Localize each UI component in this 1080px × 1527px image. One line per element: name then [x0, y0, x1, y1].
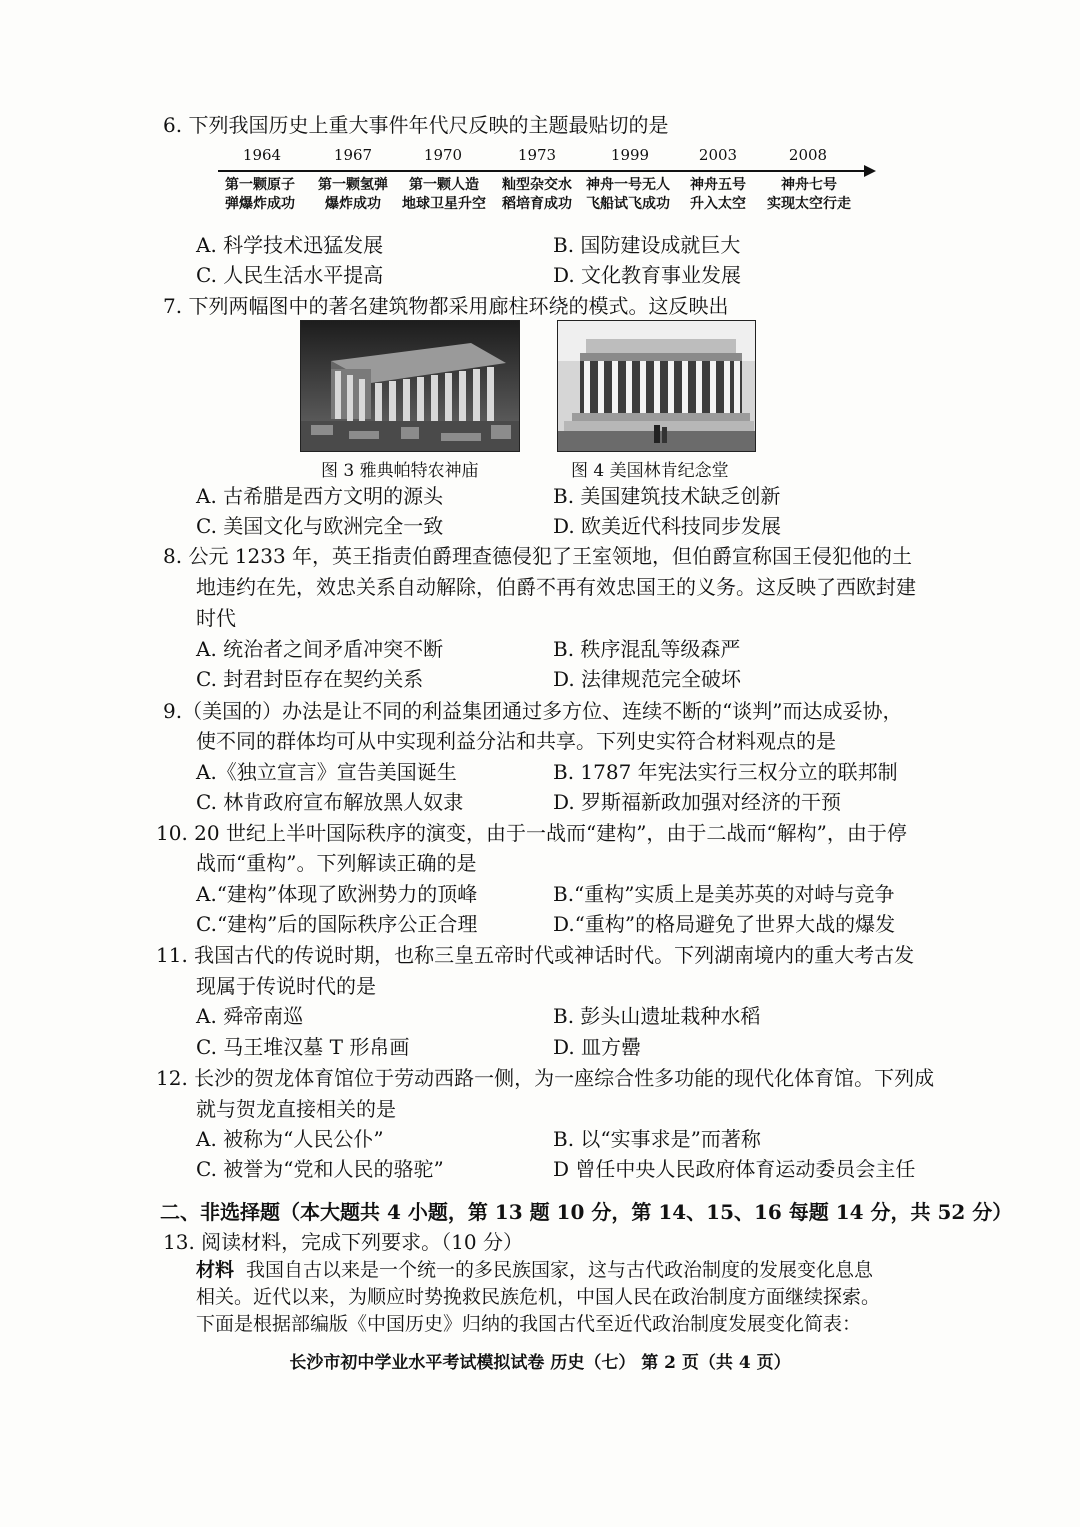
timeline-year: 2003 [698, 146, 738, 164]
q13-material-line [196, 1257, 873, 1283]
timeline-year: 1964 [242, 146, 282, 164]
timeline-event-line: 第一颗原子 [225, 177, 295, 193]
timeline-event-line: 爆炸成功 [325, 196, 381, 212]
option-c: C. 被誉为“党和人民的骆驼” [196, 1157, 444, 1181]
q11-stem-cont: 现属于传说时代的是 [196, 974, 376, 998]
option-a: A. 被称为“人民公仆” [196, 1127, 384, 1151]
timeline-event [761, 176, 857, 214]
q11-stem: 11. 我国古代的传说时期，也称三皇五帝时代或神话时代。下列湖南境内的重大考古发 [156, 943, 915, 967]
option-d: D. 法律规范完全破坏 [553, 667, 742, 691]
q12-stem-cont: 就与贺龙直接相关的是 [196, 1097, 396, 1121]
timeline-event-line: 稻培育成功 [502, 196, 572, 212]
fig3-caption: 图 3 雅典帕特农神庙 [321, 461, 479, 481]
option-d: D. 欧美近代科技同步发展 [553, 514, 782, 538]
option-d: D 曾任中央人民政府体育运动委员会主任 [553, 1157, 916, 1181]
option-a: A. 科学技术迅猛发展 [196, 233, 384, 257]
option-b: B. 1787 年宪法实行三权分立的联邦制 [553, 760, 898, 784]
q9-stem: 9.（美国的）办法是让不同的利益集团通过多方位、连续不断的“谈判”而达成妥协， [163, 699, 903, 723]
timeline-event [212, 176, 308, 214]
option-d: D. 皿方罍 [553, 1035, 642, 1059]
timeline-event-line: 弹爆炸成功 [225, 196, 295, 212]
timeline-event-line: 实现太空行走 [767, 196, 851, 212]
timeline-event [580, 176, 676, 214]
timeline-arrow [864, 165, 876, 177]
page-footer: 长沙市初中学业水平考试模拟试卷 历史（七） 第 2 页（共 4 页） [289, 1353, 791, 1373]
timeline-axis [218, 170, 868, 172]
option-b: B. 秩序混乱等级森严 [553, 637, 741, 661]
option-b: B. 国防建设成就巨大 [553, 233, 741, 257]
timeline-event-line: 地球卫星升空 [402, 196, 486, 212]
timeline-event [489, 176, 585, 214]
q13-material-line: 相关。近代以来，为顺应时势挽救民族危机，中国人民在政治制度方面继续探索。 [196, 1286, 881, 1308]
option-b: B. 以“实事求是”而著称 [553, 1127, 761, 1151]
option-c: C. 封君封臣存在契约关系 [196, 667, 424, 691]
option-c: C. 人民生活水平提高 [196, 263, 384, 287]
option-c: C. 马王堆汉墓 T 形帛画 [196, 1035, 410, 1059]
option-a: A. 舜帝南巡 [196, 1004, 304, 1028]
option-d: D.“重构”的格局避免了世界大战的爆发 [553, 912, 896, 936]
timeline-event-line: 飞船试飞成功 [586, 196, 670, 212]
timeline-event [396, 176, 492, 214]
timeline-year: 1967 [333, 146, 373, 164]
q8-stem-cont: 地违约在先，效忠关系自动解除，伯爵不再有效忠国王的义务。这反映了西欧封建 [196, 575, 916, 599]
q6-stem: 6. 下列我国历史上重大事件年代尺反映的主题最贴切的是 [163, 113, 669, 137]
q6-timeline [218, 142, 870, 222]
material-label: 材料 [196, 1259, 235, 1281]
section-heading: 二、非选择题（本大题共 4 小题，第 13 题 10 分，第 14、15、16 每题 14 分，共 52 分） [160, 1200, 1013, 1224]
q7-stem: 7. 下列两幅图中的著名建筑物都采用廊柱环绕的模式。这反映出 [163, 294, 729, 318]
timeline-year: 2008 [788, 146, 828, 164]
lincoln-memorial-photo [557, 320, 756, 452]
q8-stem-cont: 时代 [196, 606, 236, 630]
q9-stem-cont: 使不同的群体均可从中实现利益分沾和共享。下列史实符合材料观点的是 [196, 729, 836, 753]
timeline-year: 1999 [610, 146, 650, 164]
q10-stem: 10. 20 世纪上半叶国际秩序的演变，由于一战而“建构”，由于二战而“解构”，由于停 [156, 821, 907, 845]
option-c: C. 美国文化与欧洲完全一致 [196, 514, 444, 538]
option-c: C.“建构”后的国际秩序公正合理 [196, 912, 478, 936]
timeline-event [670, 176, 766, 214]
option-c: C. 林肯政府宣布解放黑人奴隶 [196, 790, 464, 814]
timeline-event-line: 升入太空 [690, 196, 746, 212]
option-a: A. 统治者之间矛盾冲突不断 [196, 637, 444, 661]
option-a: A. 古希腊是西方文明的源头 [196, 484, 444, 508]
option-d: D. 罗斯福新政加强对经济的干预 [553, 790, 842, 814]
fig4-caption: 图 4 美国林肯纪念堂 [571, 461, 729, 481]
option-b: B.“重构”实质上是美苏英的对峙与竞争 [553, 882, 895, 906]
timeline-event-line: 第一颗氢弹 [318, 177, 388, 193]
q13-stem: 13. 阅读材料，完成下列要求。（10 分） [163, 1230, 523, 1254]
option-d: D. 文化教育事业发展 [553, 263, 742, 287]
material-text: 我国自古以来是一个统一的多民族国家，这与古代政治制度的发展变化息息 [246, 1259, 874, 1281]
timeline-event [305, 176, 401, 214]
q10-stem-cont: 战而“重构”。下列解读正确的是 [196, 851, 477, 875]
timeline-year: 1973 [517, 146, 557, 164]
timeline-event-line: 第一颗人造 [409, 177, 479, 193]
timeline-year: 1970 [423, 146, 463, 164]
timeline-event-line: 神舟五号 [690, 177, 746, 193]
q13-material-line: 下面是根据部编版《中国历史》归纳的我国古代至近代政治制度发展变化简表： [196, 1313, 862, 1335]
option-b: B. 彭头山遗址栽种水稻 [553, 1004, 761, 1028]
parthenon-photo [300, 320, 520, 452]
timeline-event-line: 籼型杂交水 [502, 177, 572, 193]
option-a: A.《独立宣言》宣告美国诞生 [196, 760, 457, 784]
option-b: B. 美国建筑技术缺乏创新 [553, 484, 781, 508]
option-a: A.“建构”体现了欧洲势力的顶峰 [196, 882, 478, 906]
q8-stem: 8. 公元 1233 年，英王指责伯爵理查德侵犯了王室领地，但伯爵宣称国王侵犯他的土 [163, 544, 913, 568]
timeline-event-line: 神舟一号无人 [586, 177, 670, 193]
timeline-event-line: 神舟七号 [781, 177, 837, 193]
q12-stem: 12. 长沙的贺龙体育馆位于劳动西路一侧，为一座综合性多功能的现代化体育馆。下列成 [156, 1066, 935, 1090]
